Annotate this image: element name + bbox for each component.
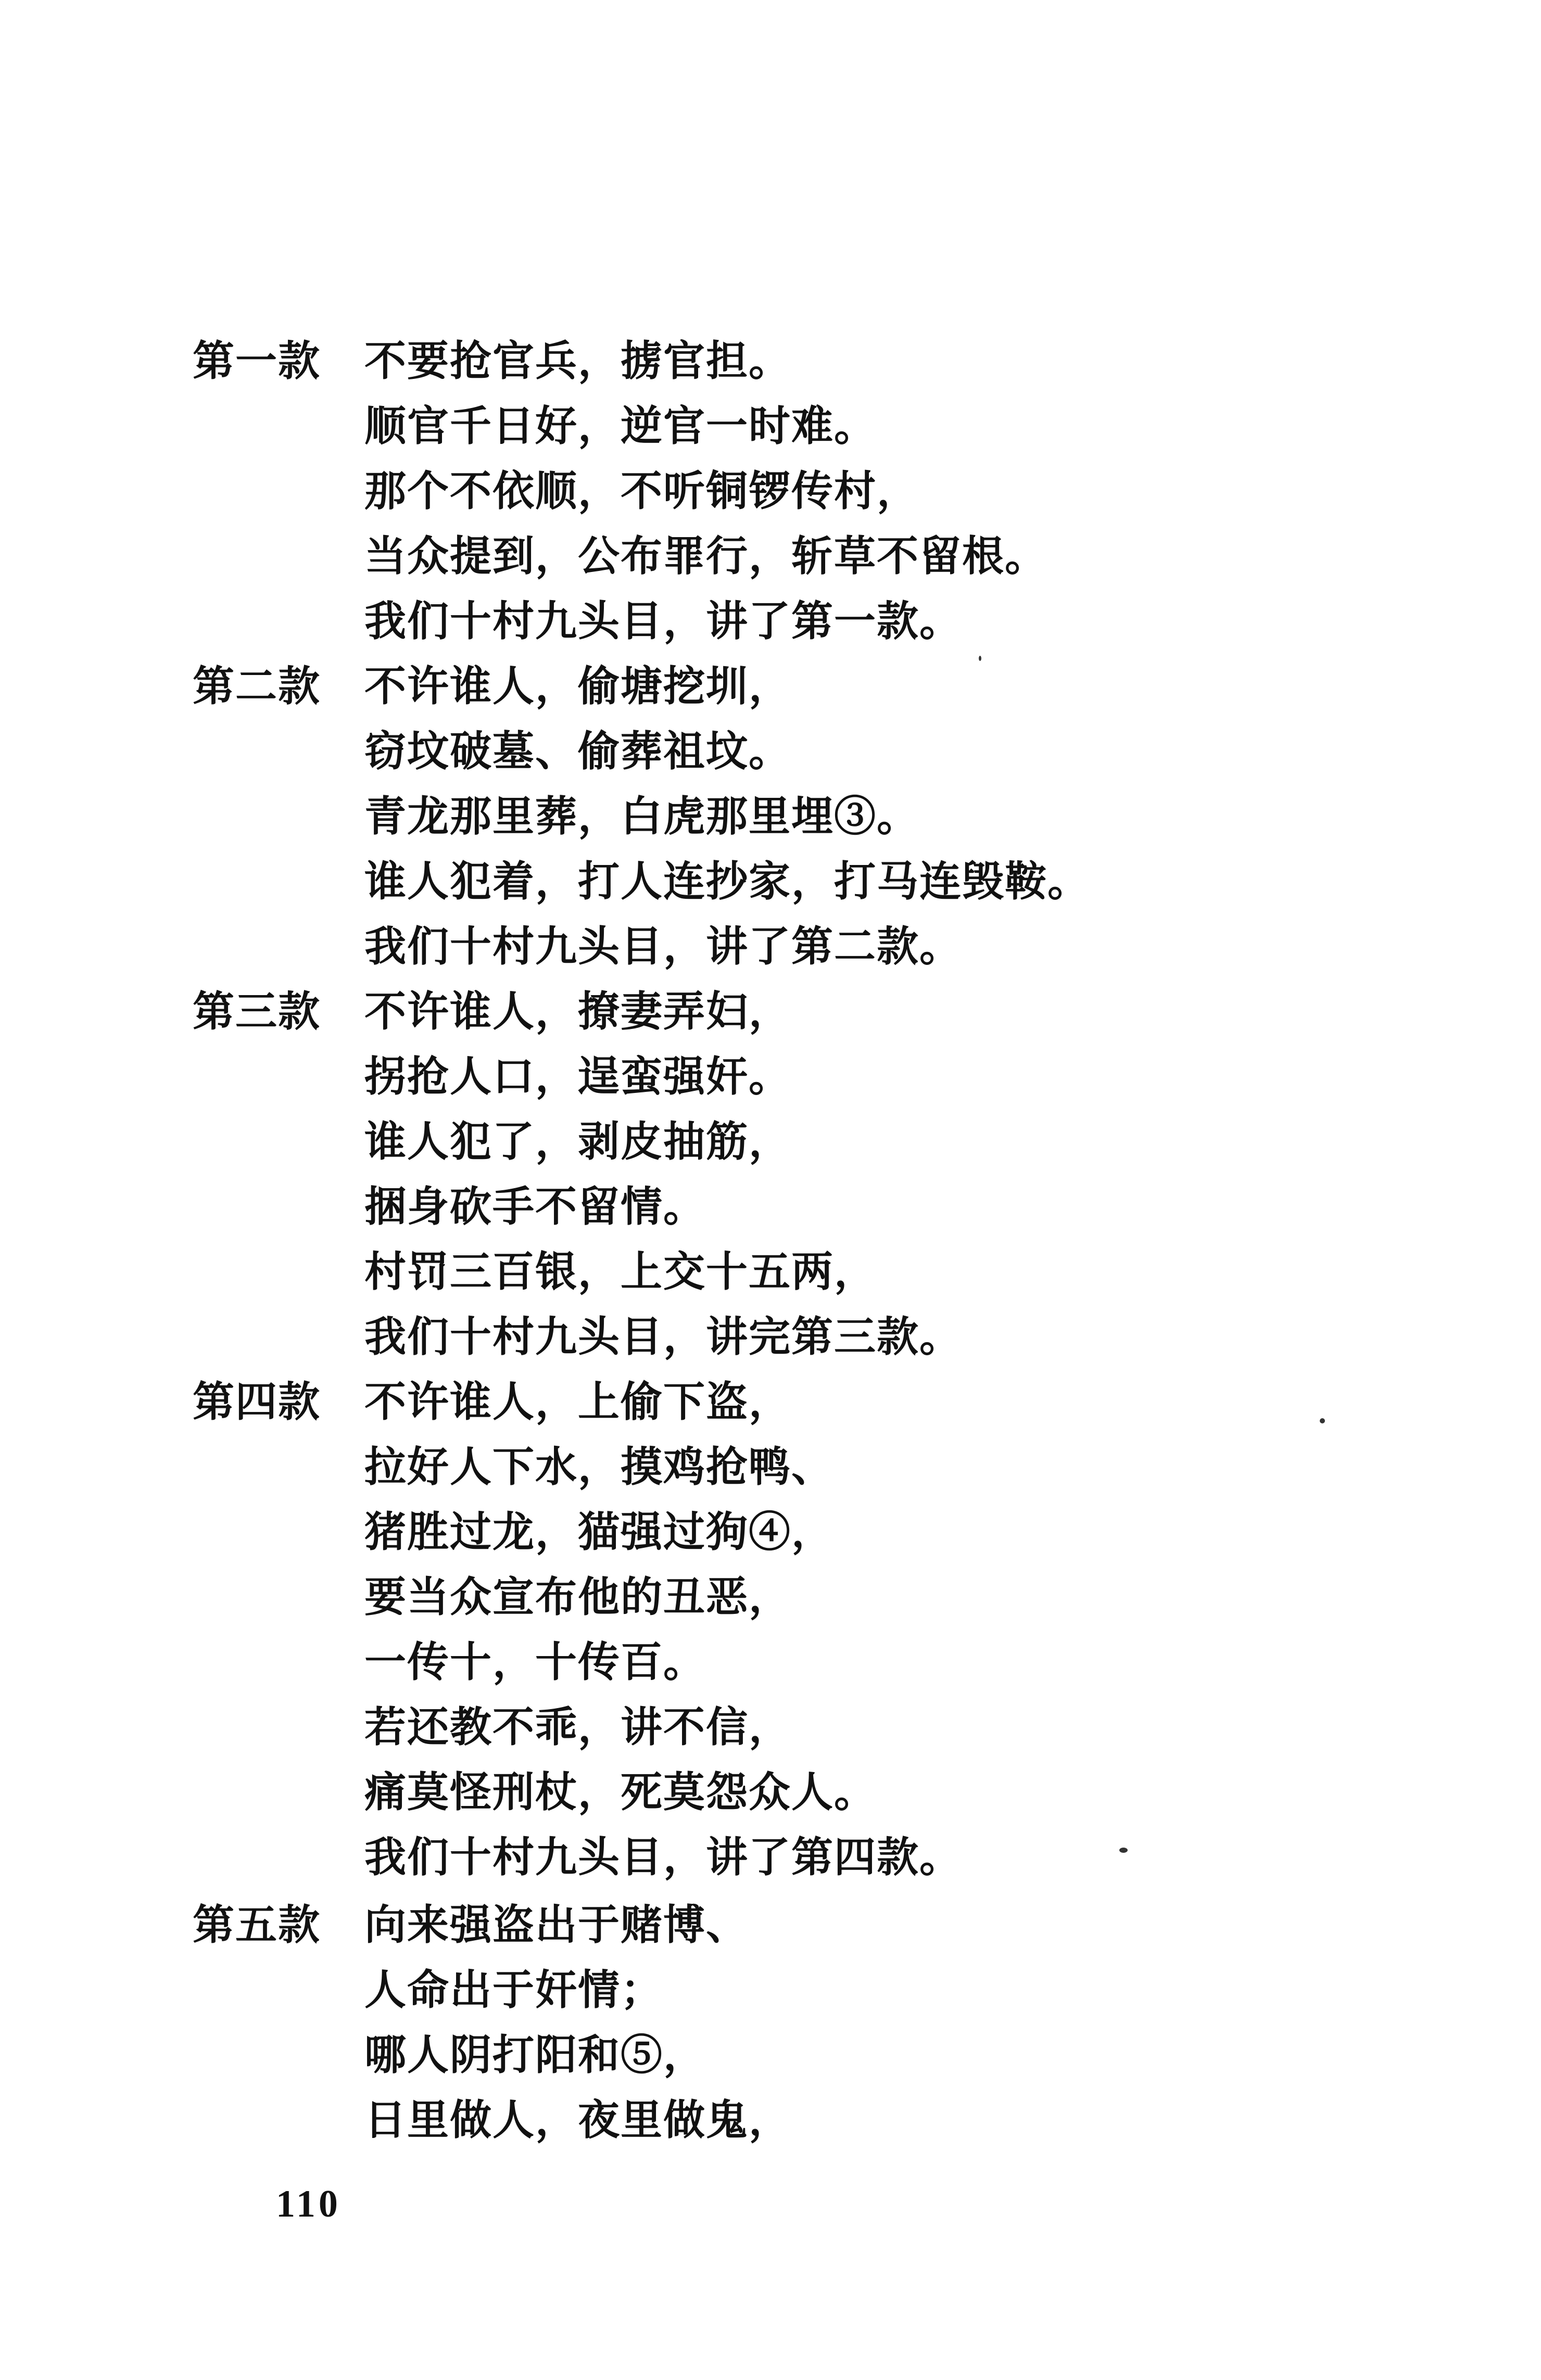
verse-line: 不许谁人，撩妻弄妇， bbox=[364, 987, 791, 1036]
verse-line: 捆身砍手不留情。 bbox=[364, 1182, 706, 1231]
verse-line: 若还教不乖，讲不信， bbox=[364, 1702, 791, 1751]
section-label: 第二款 bbox=[193, 661, 321, 710]
verse-line: 我们十村九头目，讲了第一款。 bbox=[364, 596, 962, 645]
section-label: 第一款 bbox=[193, 336, 321, 385]
verse-line: 拐抢人口，逞蛮强奸。 bbox=[364, 1052, 791, 1101]
page-number: 110 bbox=[276, 2183, 341, 2225]
verse-line: 不要抢官兵，掳官担。 bbox=[364, 336, 791, 385]
verse-line: 一传十，十传百。 bbox=[364, 1637, 706, 1686]
verse-line: 日里做人，夜里做鬼， bbox=[364, 2095, 791, 2144]
verse-line: 不许谁人，上偷下盗， bbox=[364, 1377, 791, 1426]
verse-line: 猪胜过龙，猫强过狗④， bbox=[364, 1507, 834, 1556]
scan-speck bbox=[1320, 1418, 1325, 1423]
section-label: 第四款 bbox=[193, 1377, 321, 1426]
verse-line: 谁人犯着，打人连抄家，打马连毁鞍。 bbox=[364, 857, 1090, 906]
verse-line: 哪人阴打阳和⑤， bbox=[364, 2030, 706, 2079]
scan-speck bbox=[1119, 1848, 1128, 1853]
verse-line: 痛莫怪刑杖，死莫怨众人。 bbox=[364, 1767, 877, 1816]
verse-line: 顺官千日好，逆官一时难。 bbox=[364, 401, 877, 450]
verse-line: 不许谁人，偷塘挖圳， bbox=[364, 661, 791, 710]
verse-line: 我们十村九头目，讲了第四款。 bbox=[364, 1832, 962, 1881]
verse-line: 拉好人下水，摸鸡抢鸭、 bbox=[364, 1442, 834, 1491]
verse-line: 青龙那里葬，白虎那里埋③。 bbox=[364, 792, 919, 841]
verse-line: 谁人犯了，剥皮抽筋， bbox=[364, 1117, 791, 1166]
verse-line: 人命出于奸情； bbox=[364, 1965, 663, 2014]
verse-line: 要当众宣布他的丑恶， bbox=[364, 1572, 791, 1621]
verse-line: 我们十村九头目，讲了第二款。 bbox=[364, 922, 962, 971]
verse-line: 那个不依顺，不听铜锣传村， bbox=[364, 466, 919, 515]
section-label: 第三款 bbox=[193, 987, 321, 1036]
verse-line: 当众提到，公布罪行，斩草不留根。 bbox=[364, 531, 1047, 580]
scan-speck bbox=[979, 656, 981, 661]
section-label: 第五款 bbox=[193, 1900, 321, 1949]
verse-line: 窃坟破墓、偷葬祖坟。 bbox=[364, 727, 791, 775]
verse-line: 向来强盗出于赌博、 bbox=[364, 1900, 749, 1949]
verse-line: 村罚三百银，上交十五两， bbox=[364, 1247, 877, 1296]
verse-line: 我们十村九头目，讲完第三款。 bbox=[364, 1312, 962, 1361]
